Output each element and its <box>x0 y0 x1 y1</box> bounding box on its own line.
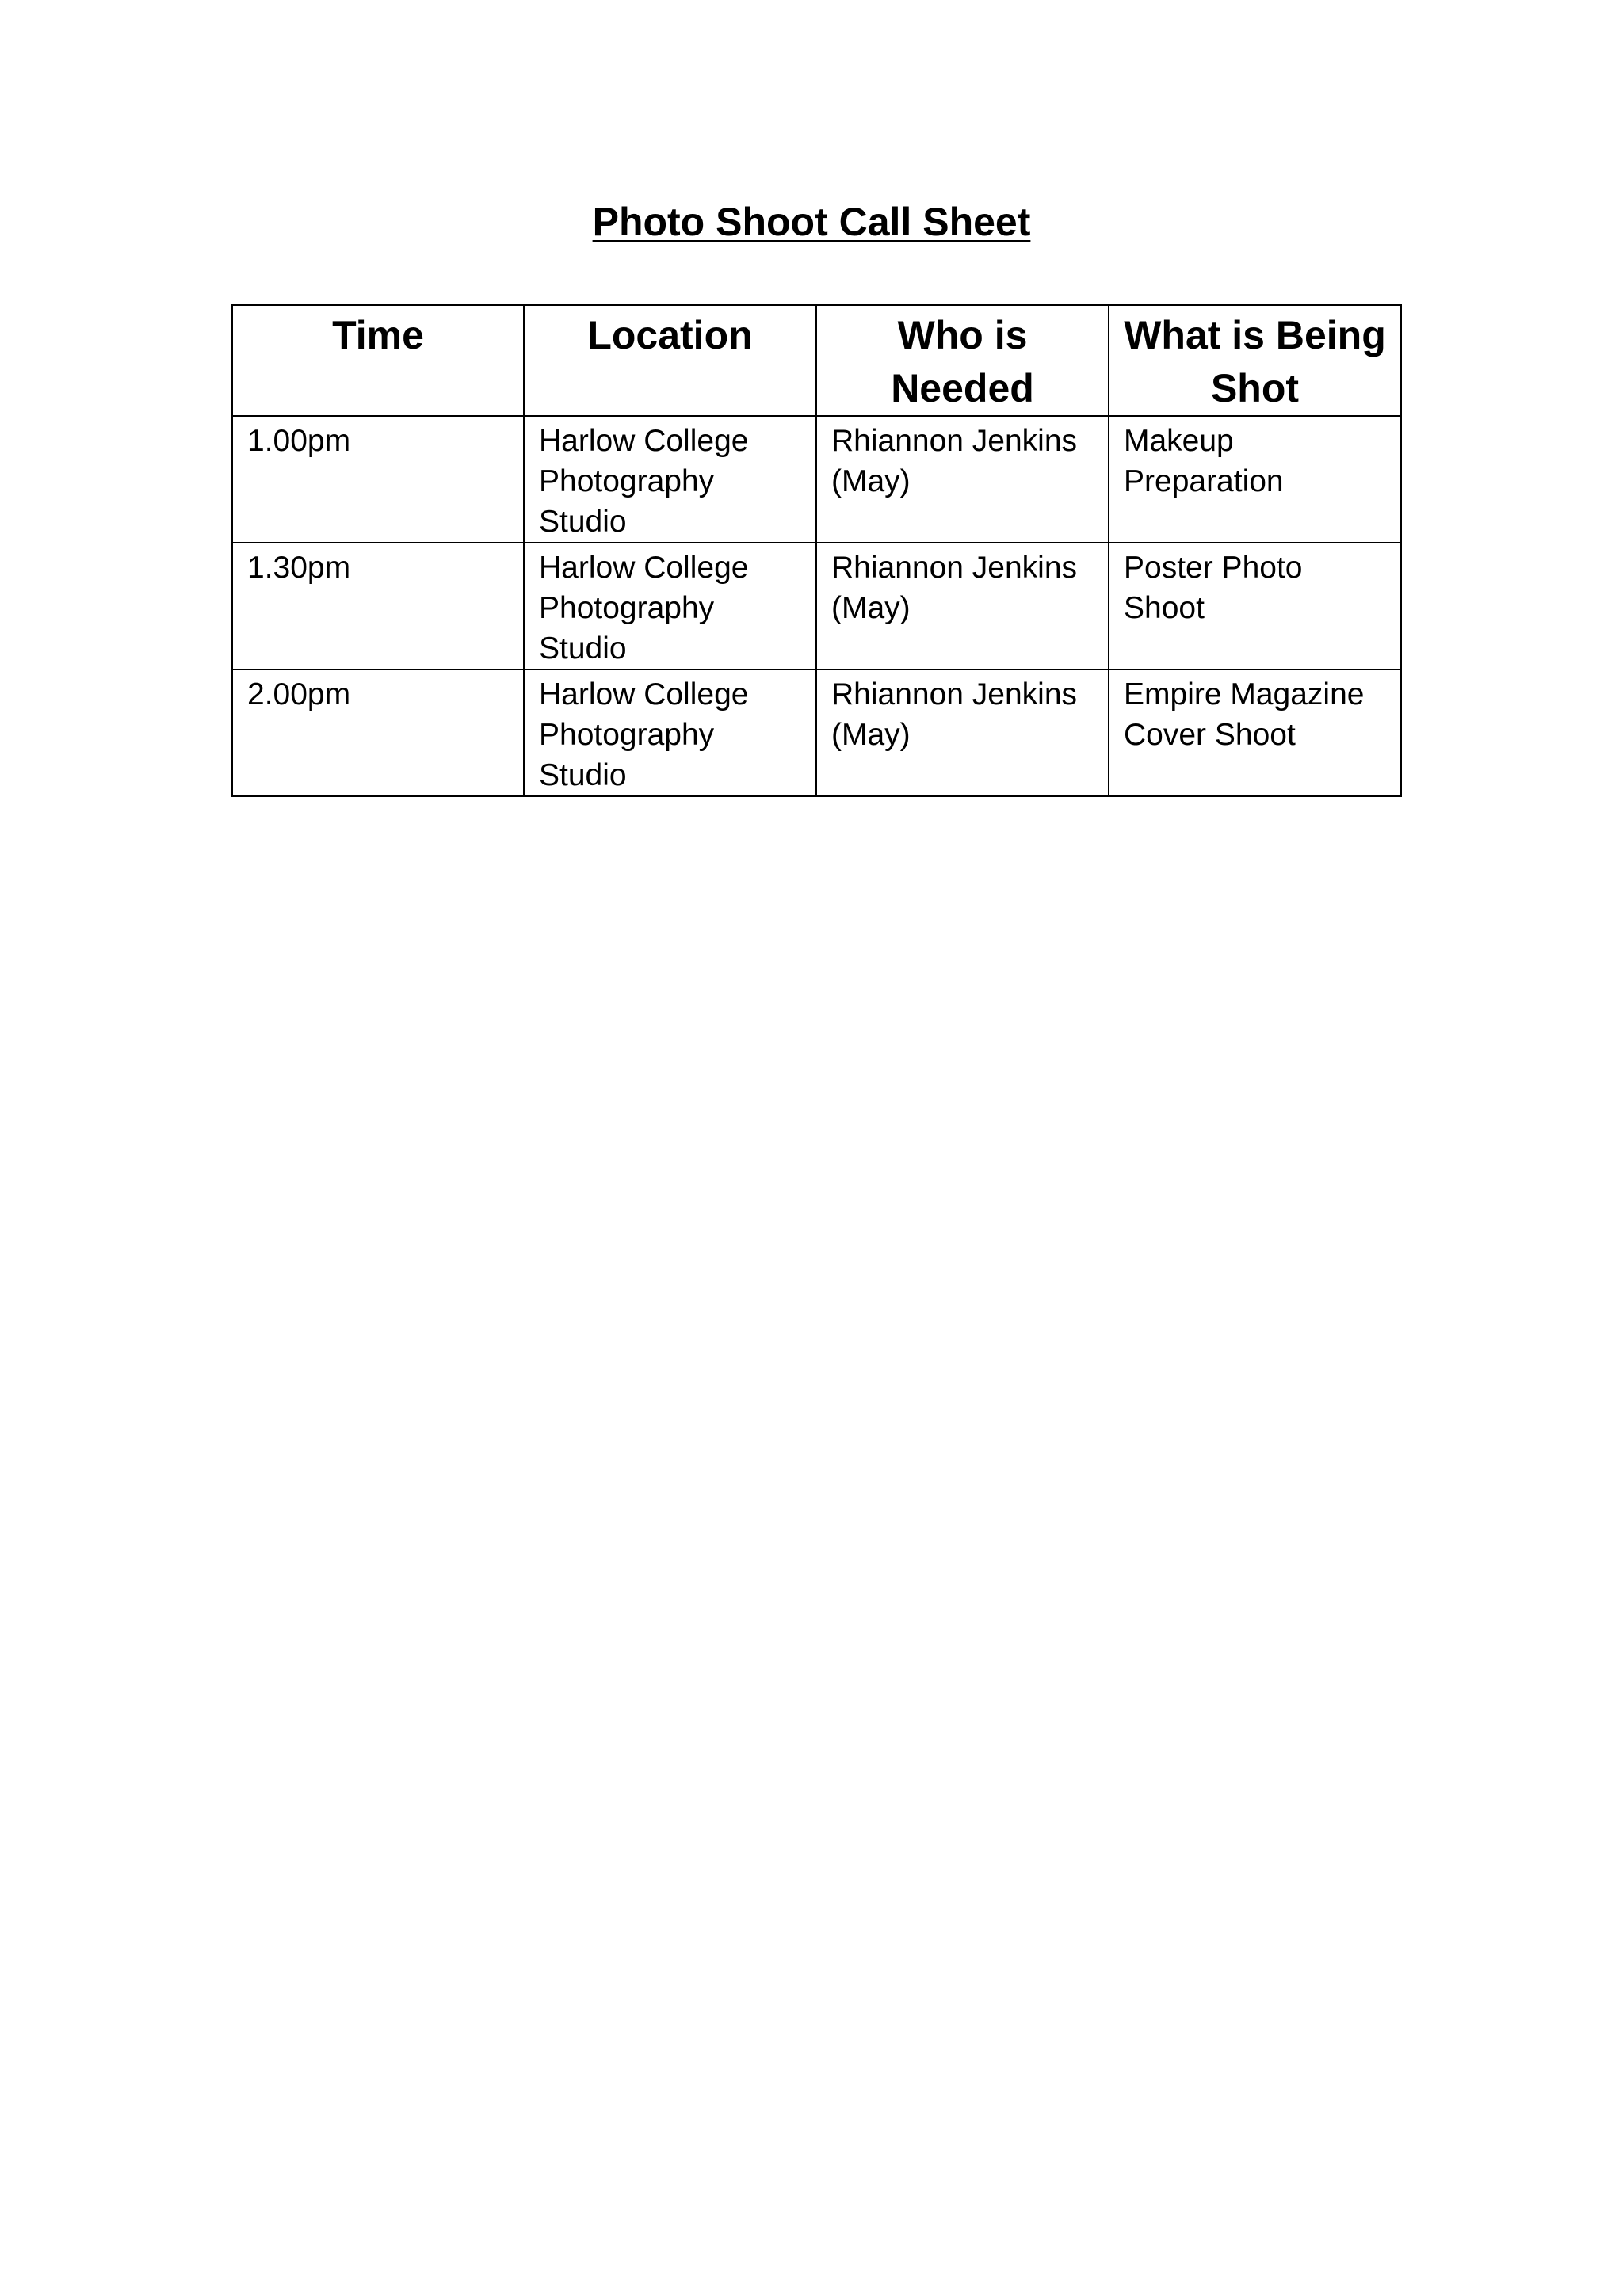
cell-what-is-being-shot: Poster Photo Shoot <box>1109 543 1401 669</box>
cell-what-is-being-shot: Makeup Preparation <box>1109 416 1401 543</box>
cell-who-is-needed: Rhiannon Jenkins (May) <box>816 543 1109 669</box>
table-row <box>232 416 1401 543</box>
header-time: Time <box>232 305 524 416</box>
table-row <box>232 669 1401 796</box>
cell-time: 1.30pm <box>232 543 524 669</box>
cell-time: 1.00pm <box>232 416 524 543</box>
header-row <box>232 305 1401 416</box>
header-location: Location <box>524 305 816 416</box>
cell-time: 2.00pm <box>232 669 524 796</box>
cell-who-is-needed: Rhiannon Jenkins (May) <box>816 669 1109 796</box>
cell-location: Harlow College Photography Studio <box>524 416 816 543</box>
table-body <box>232 416 1401 796</box>
table-row <box>232 543 1401 669</box>
cell-what-is-being-shot: Empire Magazine Cover Shoot <box>1109 669 1401 796</box>
call-sheet-table <box>231 304 1402 797</box>
table-header <box>232 305 1401 416</box>
header-what-is-being-shot: What is Being Shot <box>1109 305 1401 416</box>
cell-location: Harlow College Photography Studio <box>524 543 816 669</box>
header-who-is-needed: Who is Needed <box>816 305 1109 416</box>
page-title: Photo Shoot Call Sheet <box>592 200 1031 244</box>
cell-location: Harlow College Photography Studio <box>524 669 816 796</box>
cell-who-is-needed: Rhiannon Jenkins (May) <box>816 416 1109 543</box>
